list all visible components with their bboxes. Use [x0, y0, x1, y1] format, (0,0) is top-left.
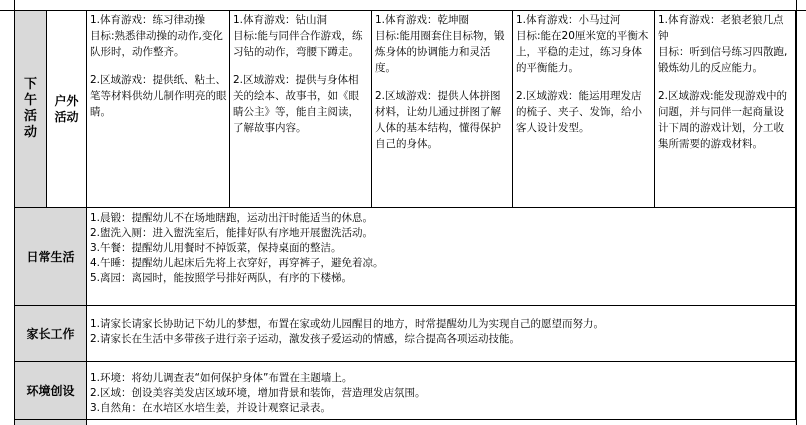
day-cell-4	[513, 11, 655, 208]
list-item: 1.晨锻：提醒幼儿不在场地瞎跑，运动出汗时能适当的休息。	[90, 212, 374, 224]
list-item: 2.盥洗入厕：进入盥洗室后，能排好队有序地开展盥洗活动。	[90, 227, 374, 239]
list-item: 2.请家长在生活中多带孩子进行亲子运动，激发孩子爱运动的情感，综合提高各项运动技能。	[90, 333, 521, 345]
daily-life-label: 日常生活	[15, 208, 87, 306]
area-game: 2.区域游戏：提供纸、粘土、笔等材料供幼儿制作明亮的眼睛。	[90, 74, 227, 118]
area-game: 2.区域游戏：能运用理发店的梳子、夹子、发饰，给小客人设计发型。	[516, 90, 642, 134]
list-item: 1.请家长请家长协助记下幼儿的梦想，布置在家或幼儿园醒目的地方，时常提醒幼儿为实现自己的愿望而努力。	[90, 318, 605, 330]
environment-label: 环境创设	[15, 362, 87, 420]
area-game: 2.区域游戏：提供与身体相关的绘本、故事书，如《眼睛公主》等，能自主阅读，了解故事内容。	[233, 74, 359, 134]
list-item: 1.环境：将幼儿调查表“如何保护身体”布置在主题墙上。	[90, 372, 353, 384]
pe-goal: 目标:能在20厘米宽的平衡木上，平稳的走过，练习身体的平衡能力。	[516, 30, 649, 74]
right-margin-column	[796, 0, 806, 425]
day-cell-2	[230, 11, 372, 208]
pe-goal: 目标:能用圈套住目标物，锻炼身体的协调能力和灵活度。	[375, 30, 505, 74]
pe-game: 1.体育游戏：钻山洞	[233, 14, 328, 26]
area-game: 2.区域游戏：提供人体拼图材料，让幼儿通过拼图了解人体的基本结构，懂得保护自己的身体。	[375, 90, 501, 150]
afternoon-label: 下午活动	[15, 11, 47, 208]
pe-game: 1.体育游戏：老狼老狼几点钟	[658, 14, 784, 42]
parent-work-label: 家长工作	[15, 306, 87, 362]
list-item: 5.离园：离园时，能按照学号排好两队，有序的下楼梯。	[90, 272, 353, 284]
bottom-partial-label	[15, 420, 87, 425]
list-item: 3.自然角：在水培区水培生姜，并设计观察记录表。	[90, 402, 332, 414]
outdoor-activity-label: 户外活动	[47, 11, 87, 208]
parent-work-content	[87, 306, 796, 362]
pe-game: 1.体育游戏：练习律动操	[90, 14, 206, 26]
list-item: 2.区域：创设美容美发店区域环境，增加背景和装饰，营造理发店氛围。	[90, 387, 426, 399]
day-cell-3	[372, 11, 513, 208]
list-item: 4.午睡：提醒幼儿起床后先将上衣穿好，再穿裤子，避免着凉。	[90, 257, 384, 269]
pe-goal: 目标:能与同伴合作游戏，练习钻的动作，弯腰下蹲走。	[233, 30, 363, 58]
day-cell-5	[655, 11, 796, 208]
daily-life-content	[87, 208, 796, 306]
environment-content	[87, 362, 796, 420]
top-partial-row	[0, 0, 806, 11]
pe-game: 1.体育游戏：乾坤圈	[375, 14, 470, 26]
pe-goal: 目标：听到信号练习四散跑,锻炼幼儿的反应能力。	[658, 46, 788, 74]
pe-goal: 目标:熟悉律动操的动作,变化队形时，动作整齐。	[90, 30, 223, 58]
day-cell-1	[87, 11, 230, 208]
pe-game: 1.体育游戏：小马过河	[516, 14, 621, 26]
area-game: 2.区域游戏:能发现游戏中的问题，并与同伴一起商量设计下周的游戏计划，分工收集所需要的游戏材料。	[658, 90, 788, 150]
left-margin-column	[0, 0, 15, 425]
list-item: 3.午餐：提醒幼儿用餐时不掉饭菜，保持桌面的整洁。	[90, 242, 342, 254]
